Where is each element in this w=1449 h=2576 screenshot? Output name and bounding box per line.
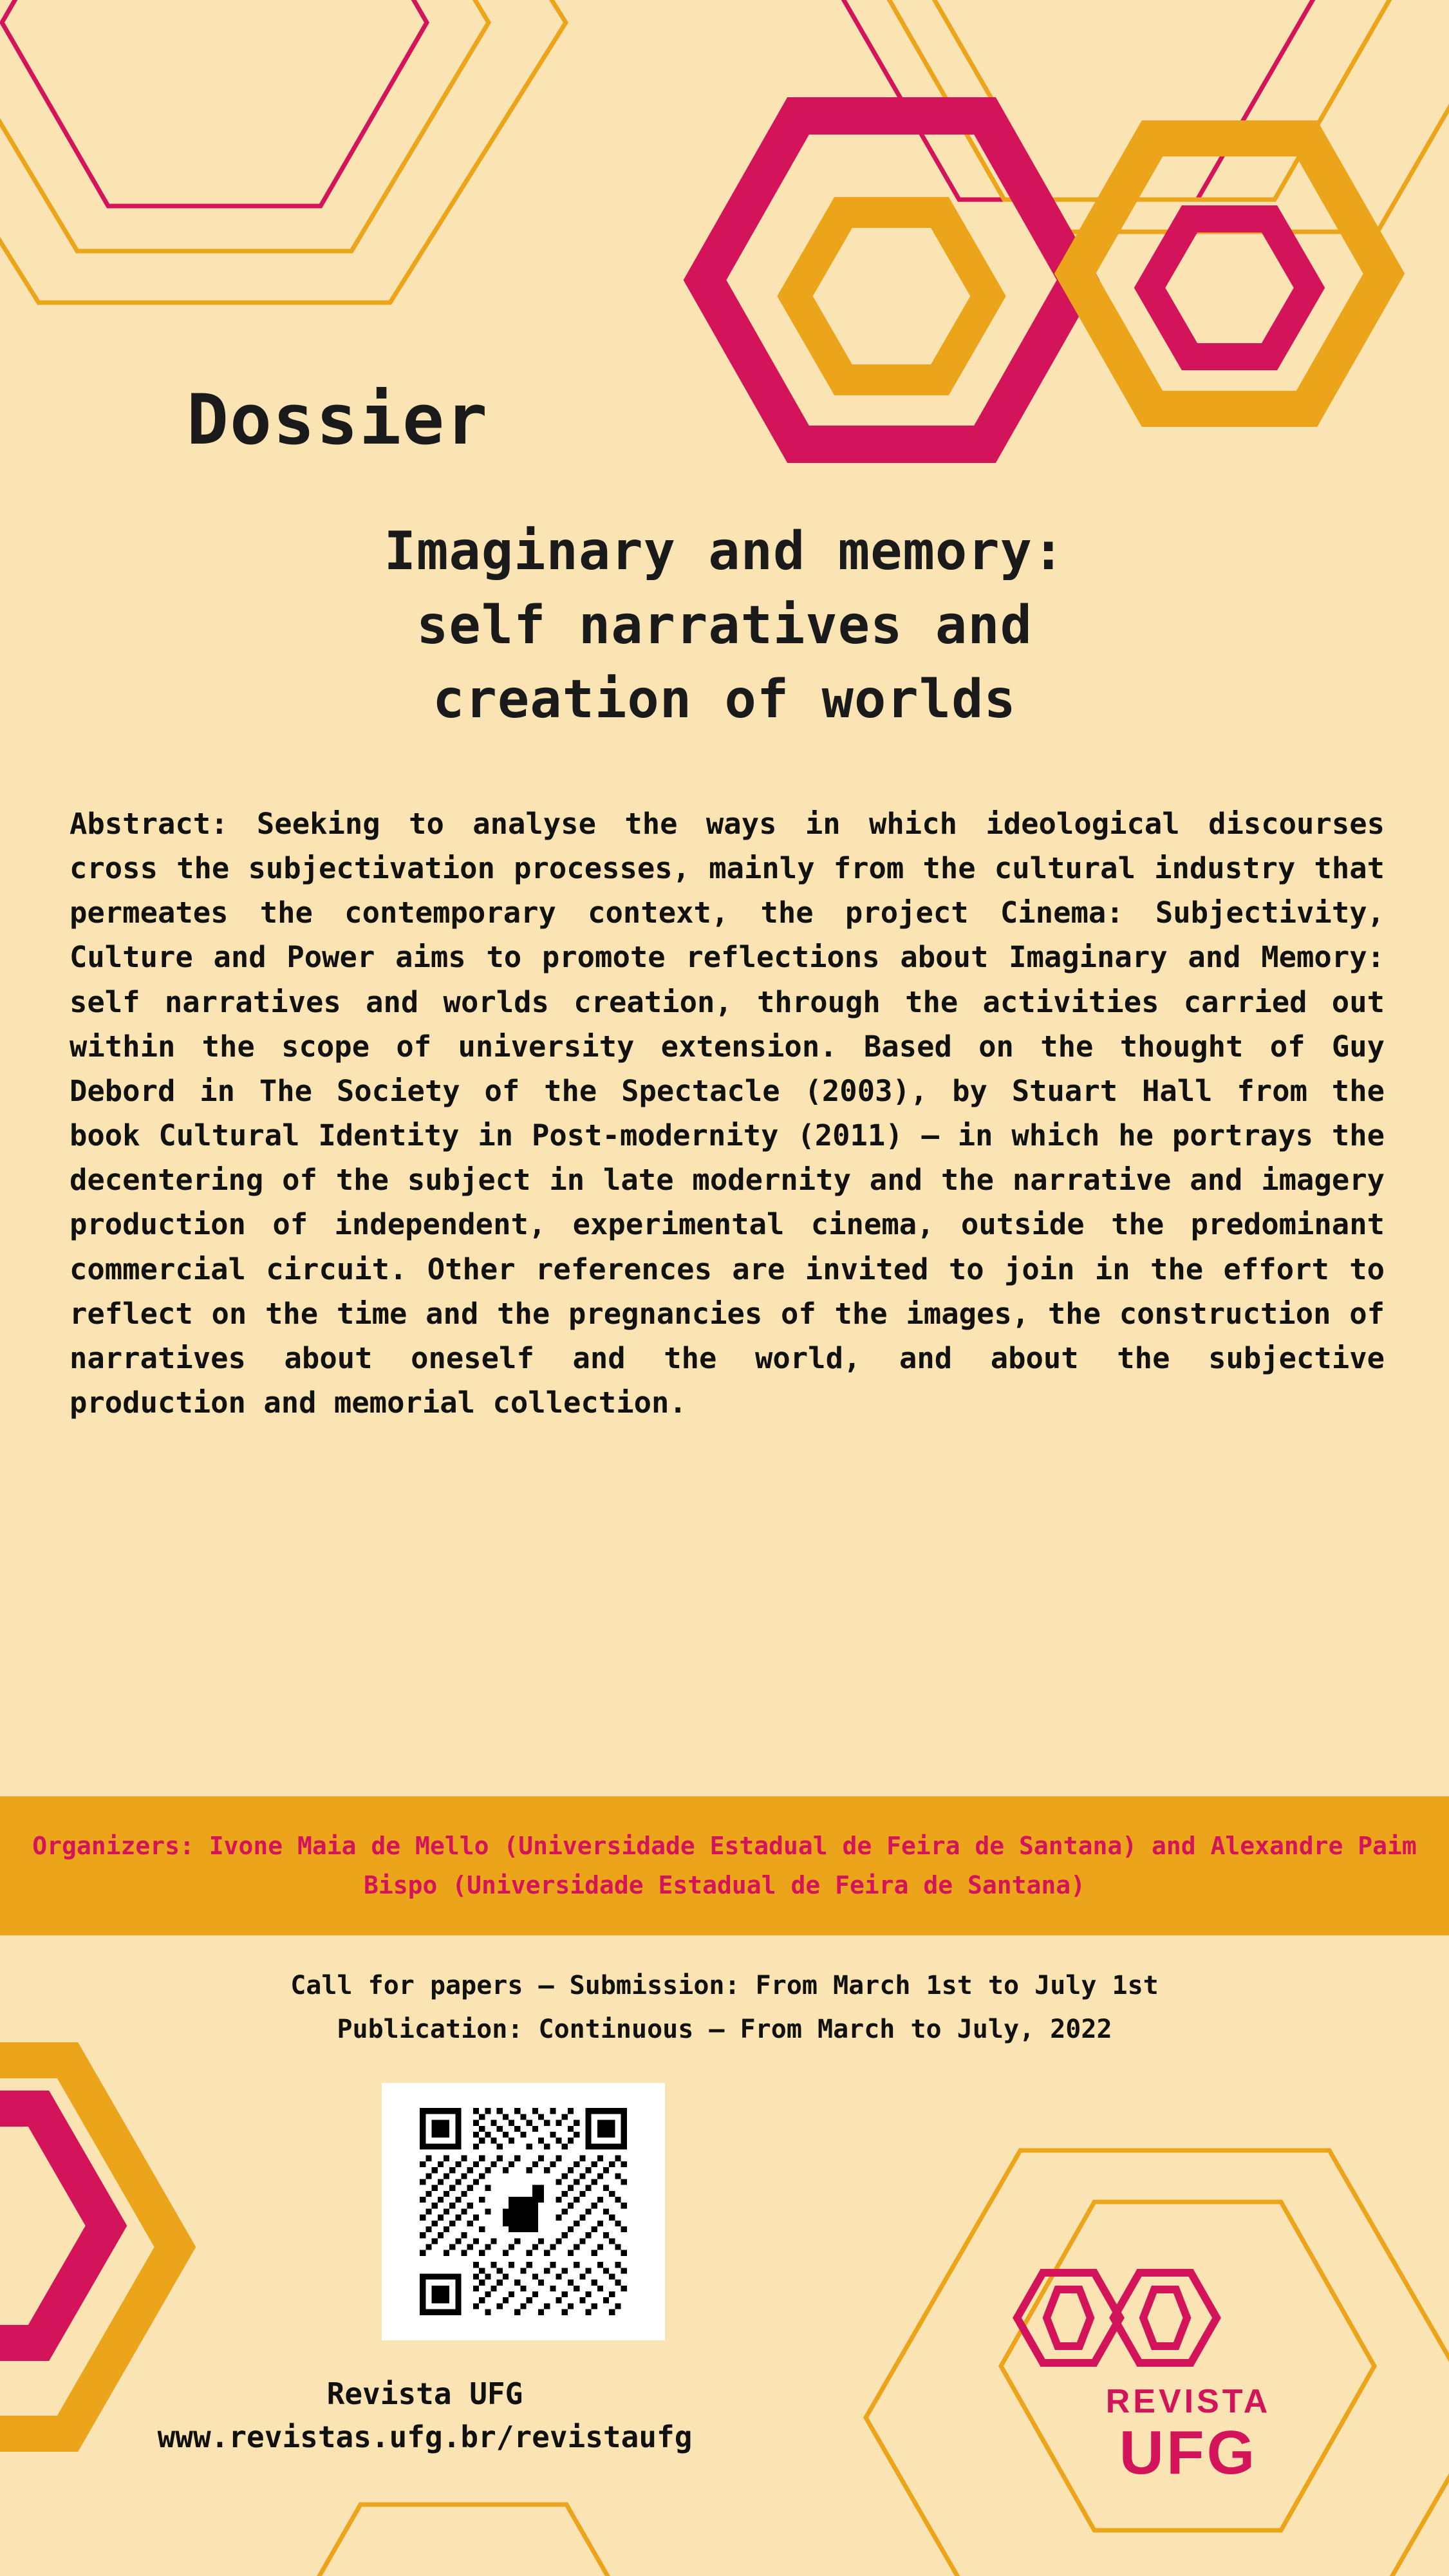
organizers-text: Organizers: Ivone Maia de Mello (Universidade Estadual de Feira de Santana) and Alexandre Paim Bispo (Universidade Estadual de Feira de Santana)	[32, 1832, 1417, 1899]
journal-name: Revista UFG	[326, 2376, 523, 2411]
qr-code-icon[interactable]	[404, 2102, 642, 2321]
abstract-text: Abstract: Seeking to analyse the ways in which ideological discourses cross the subjectivation processes, mainly from the cultural industry that permeates the contemporary context, the project Cinema: Subjectivity, Culture and Power aims to promote reflections about Imaginary and Memory: self narratives and worlds creation, through the activities carried out within the scope of university extension. Based on the thought of Guy Debord in The Society of the Spectacle (2003), by Stuart Hall from the book Cultural Identity in Post-modernity (2011) – in which he portrays the decentering of the subject in late modernity and the narrative and imagery production of independent, experimental cinema, outside the predominant commercial circuit. Other references are invited to join in the effort to reflect on the time and the pregnancies of the images, the construction of narratives about oneself and the world, and about the subjective production and memorial collection.	[70, 807, 1385, 1420]
journal-website[interactable]: www.revistas.ufg.br/revistaufg	[157, 2419, 693, 2454]
dates-block	[0, 1964, 1449, 2051]
page-title	[0, 515, 1449, 737]
hex-ring-pink-bottomleft	[0, 2109, 106, 2343]
qr-code-svg	[404, 2102, 642, 2321]
hex-ring-orange-large	[1075, 138, 1384, 409]
logo-word-ufg: UFG	[1119, 2418, 1258, 2488]
logo-word-revista: REVISTA	[1105, 2383, 1271, 2421]
qr-code-container[interactable]	[382, 2083, 665, 2340]
title-line-3: creation of worlds	[433, 668, 1016, 730]
publication-text: Publication: Continuous – From March to July, 2022	[337, 2015, 1112, 2044]
hex-ring-pink-large	[705, 116, 1078, 444]
dossier-kicker: Dossier	[187, 380, 489, 460]
logo-hex-mark	[1017, 2273, 1217, 2363]
organizers-band	[0, 1796, 1449, 1935]
revista-ufg-logo	[1050, 2373, 1327, 2486]
hex-ring-orange-inner	[795, 212, 988, 380]
call-for-papers-text: Call for papers – Submission: From March 1st to July 1st	[290, 1971, 1159, 2000]
title-line-2: self narratives and	[416, 594, 1033, 656]
hex-ring-pink-inner	[1150, 219, 1309, 357]
footer-block	[0, 2373, 850, 2458]
title-line-1: Imaginary and memory:	[384, 521, 1065, 582]
